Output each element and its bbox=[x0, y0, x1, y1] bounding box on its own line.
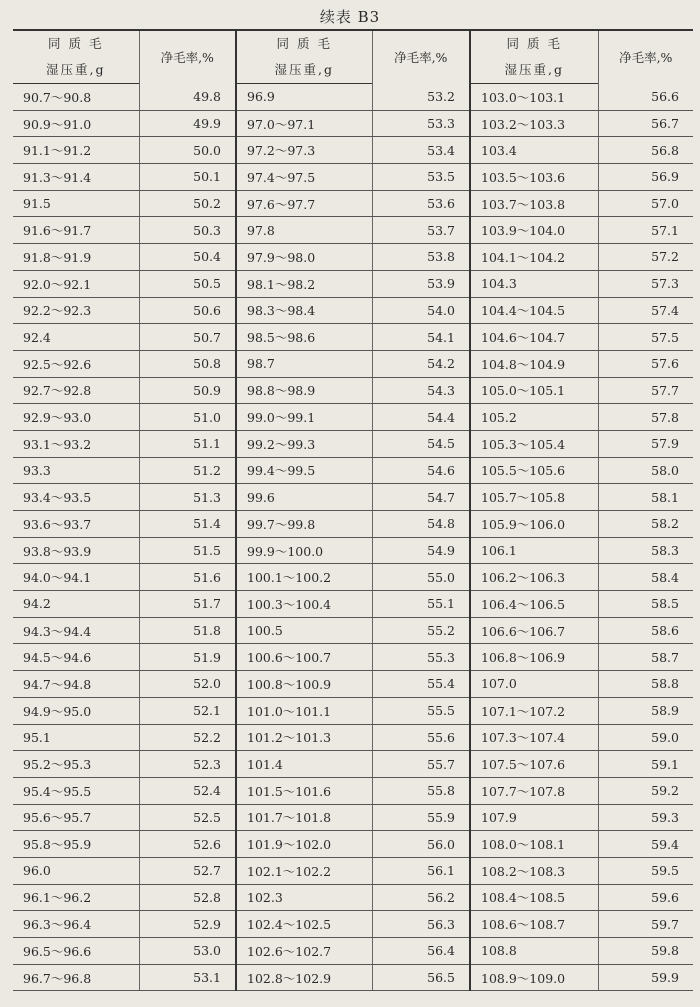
weight-cell: 97.4～97.5 bbox=[236, 164, 372, 191]
yield-cell: 55.3 bbox=[372, 644, 470, 671]
weight-cell: 93.4～93.5 bbox=[13, 484, 139, 511]
yield-cell: 57.8 bbox=[598, 404, 693, 431]
yield-cell: 54.8 bbox=[372, 511, 470, 538]
yield-cell: 53.3 bbox=[372, 110, 470, 137]
weight-cell: 102.3 bbox=[236, 884, 372, 911]
weight-cell: 96.9 bbox=[236, 84, 372, 111]
yield-cell: 52.2 bbox=[139, 724, 236, 751]
table-row bbox=[13, 217, 693, 244]
table-row bbox=[13, 190, 693, 217]
yield-cell: 55.5 bbox=[372, 697, 470, 724]
yield-cell: 51.4 bbox=[139, 511, 236, 538]
yield-cell: 56.5 bbox=[372, 964, 470, 991]
weight-cell: 93.1～93.2 bbox=[13, 430, 139, 457]
weight-cell: 92.2～92.3 bbox=[13, 297, 139, 324]
weight-cell: 100.6～100.7 bbox=[236, 644, 372, 671]
yield-cell: 55.2 bbox=[372, 617, 470, 644]
yield-cell: 53.6 bbox=[372, 190, 470, 217]
yield-cell: 58.4 bbox=[598, 564, 693, 591]
weight-cell: 92.0～92.1 bbox=[13, 270, 139, 297]
yield-cell: 52.1 bbox=[139, 697, 236, 724]
yield-cell: 59.4 bbox=[598, 831, 693, 858]
table-row bbox=[13, 430, 693, 457]
yield-cell: 56.7 bbox=[598, 110, 693, 137]
weight-cell: 106.8～106.9 bbox=[470, 644, 598, 671]
weight-cell: 100.1～100.2 bbox=[236, 564, 372, 591]
header-row-top bbox=[13, 30, 693, 55]
table-row bbox=[13, 938, 693, 965]
yield-cell: 57.5 bbox=[598, 324, 693, 351]
weight-cell: 97.2～97.3 bbox=[236, 137, 372, 164]
weight-cell: 96.7～96.8 bbox=[13, 964, 139, 991]
yield-cell: 53.9 bbox=[372, 270, 470, 297]
weight-cell: 103.0～103.1 bbox=[470, 84, 598, 111]
table-row bbox=[13, 137, 693, 164]
yield-cell: 55.8 bbox=[372, 777, 470, 804]
table-row bbox=[13, 911, 693, 938]
weight-cell: 98.1～98.2 bbox=[236, 270, 372, 297]
weight-cell: 102.8～102.9 bbox=[236, 964, 372, 991]
header-row-bottom bbox=[13, 55, 693, 84]
table-row bbox=[13, 591, 693, 618]
yield-cell: 58.3 bbox=[598, 537, 693, 564]
yield-cell: 53.8 bbox=[372, 244, 470, 271]
weight-cell: 91.3～91.4 bbox=[13, 164, 139, 191]
table-row bbox=[13, 457, 693, 484]
weight-cell: 94.2 bbox=[13, 591, 139, 618]
weight-cell: 99.4～99.5 bbox=[236, 457, 372, 484]
yield-cell: 51.6 bbox=[139, 564, 236, 591]
table-row bbox=[13, 777, 693, 804]
yield-cell: 59.7 bbox=[598, 911, 693, 938]
weight-cell: 104.3 bbox=[470, 270, 598, 297]
header-key-top: 同 质 毛 bbox=[470, 30, 598, 55]
table-row bbox=[13, 617, 693, 644]
header-key-bottom: 湿压重,g bbox=[470, 55, 598, 84]
yield-cell: 53.1 bbox=[139, 964, 236, 991]
weight-cell: 107.9 bbox=[470, 804, 598, 831]
yield-cell: 50.9 bbox=[139, 377, 236, 404]
yield-cell: 55.1 bbox=[372, 591, 470, 618]
yield-cell: 50.3 bbox=[139, 217, 236, 244]
yield-cell: 56.3 bbox=[372, 911, 470, 938]
yield-cell: 55.6 bbox=[372, 724, 470, 751]
yield-cell: 54.9 bbox=[372, 537, 470, 564]
yield-cell: 58.1 bbox=[598, 484, 693, 511]
yield-cell: 50.5 bbox=[139, 270, 236, 297]
weight-cell: 105.9～106.0 bbox=[470, 511, 598, 538]
table-row bbox=[13, 751, 693, 778]
weight-cell: 95.2～95.3 bbox=[13, 751, 139, 778]
yield-cell: 53.2 bbox=[372, 84, 470, 111]
yield-cell: 52.4 bbox=[139, 777, 236, 804]
yield-cell: 52.9 bbox=[139, 911, 236, 938]
yield-cell: 49.9 bbox=[139, 110, 236, 137]
yield-cell: 58.9 bbox=[598, 697, 693, 724]
weight-cell: 98.8～98.9 bbox=[236, 377, 372, 404]
weight-cell: 101.9～102.0 bbox=[236, 831, 372, 858]
weight-cell: 94.9～95.0 bbox=[13, 697, 139, 724]
weight-cell: 107.5～107.6 bbox=[470, 751, 598, 778]
yield-cell: 57.4 bbox=[598, 297, 693, 324]
table-row bbox=[13, 484, 693, 511]
weight-cell: 103.4 bbox=[470, 137, 598, 164]
yield-cell: 56.0 bbox=[372, 831, 470, 858]
weight-cell: 99.0～99.1 bbox=[236, 404, 372, 431]
weight-cell: 97.6～97.7 bbox=[236, 190, 372, 217]
yield-cell: 54.5 bbox=[372, 430, 470, 457]
yield-cell: 50.8 bbox=[139, 350, 236, 377]
yield-cell: 59.0 bbox=[598, 724, 693, 751]
weight-cell: 105.0～105.1 bbox=[470, 377, 598, 404]
weight-cell: 108.2～108.3 bbox=[470, 857, 598, 884]
yield-cell: 51.0 bbox=[139, 404, 236, 431]
weight-cell: 94.0～94.1 bbox=[13, 564, 139, 591]
weight-cell: 99.6 bbox=[236, 484, 372, 511]
yield-cell: 59.2 bbox=[598, 777, 693, 804]
yield-cell: 54.0 bbox=[372, 297, 470, 324]
weight-cell: 92.9～93.0 bbox=[13, 404, 139, 431]
yield-cell: 57.2 bbox=[598, 244, 693, 271]
table-row bbox=[13, 350, 693, 377]
table-row bbox=[13, 404, 693, 431]
yield-cell: 49.8 bbox=[139, 84, 236, 111]
yield-cell: 56.4 bbox=[372, 938, 470, 965]
table-row bbox=[13, 297, 693, 324]
table-row bbox=[13, 244, 693, 271]
weight-cell: 105.2 bbox=[470, 404, 598, 431]
weight-cell: 106.4～106.5 bbox=[470, 591, 598, 618]
weight-cell: 98.7 bbox=[236, 350, 372, 377]
yield-cell: 53.7 bbox=[372, 217, 470, 244]
weight-cell: 106.2～106.3 bbox=[470, 564, 598, 591]
header-key-bottom: 湿压重,g bbox=[13, 55, 139, 84]
yield-cell: 57.1 bbox=[598, 217, 693, 244]
weight-cell: 103.9～104.0 bbox=[470, 217, 598, 244]
table-row bbox=[13, 804, 693, 831]
yield-cell: 55.0 bbox=[372, 564, 470, 591]
table-row bbox=[13, 270, 693, 297]
table-row bbox=[13, 564, 693, 591]
weight-cell: 100.8～100.9 bbox=[236, 671, 372, 698]
table-row bbox=[13, 724, 693, 751]
weight-cell: 104.8～104.9 bbox=[470, 350, 598, 377]
yield-cell: 51.2 bbox=[139, 457, 236, 484]
weight-cell: 101.5～101.6 bbox=[236, 777, 372, 804]
table-row bbox=[13, 671, 693, 698]
yield-cell: 59.6 bbox=[598, 884, 693, 911]
table-row bbox=[13, 84, 693, 111]
weight-cell: 94.7～94.8 bbox=[13, 671, 139, 698]
yield-cell: 51.8 bbox=[139, 617, 236, 644]
yield-cell: 50.6 bbox=[139, 297, 236, 324]
weight-cell: 105.7～105.8 bbox=[470, 484, 598, 511]
header-value: 净毛率,% bbox=[598, 30, 693, 84]
weight-cell: 100.5 bbox=[236, 617, 372, 644]
weight-cell: 92.7～92.8 bbox=[13, 377, 139, 404]
yield-cell: 55.9 bbox=[372, 804, 470, 831]
yield-cell: 50.7 bbox=[139, 324, 236, 351]
yield-cell: 52.0 bbox=[139, 671, 236, 698]
yield-cell: 52.6 bbox=[139, 831, 236, 858]
weight-cell: 107.3～107.4 bbox=[470, 724, 598, 751]
weight-cell: 105.3～105.4 bbox=[470, 430, 598, 457]
table-row bbox=[13, 964, 693, 991]
weight-cell: 104.4～104.5 bbox=[470, 297, 598, 324]
header-key-top: 同 质 毛 bbox=[236, 30, 372, 55]
header-key-top: 同 质 毛 bbox=[13, 30, 139, 55]
weight-cell: 108.6～108.7 bbox=[470, 911, 598, 938]
weight-cell: 102.4～102.5 bbox=[236, 911, 372, 938]
weight-cell: 107.1～107.2 bbox=[470, 697, 598, 724]
yield-cell: 56.9 bbox=[598, 164, 693, 191]
yield-cell: 56.2 bbox=[372, 884, 470, 911]
yield-cell: 59.3 bbox=[598, 804, 693, 831]
page-title: 续表 B3 bbox=[319, 8, 381, 26]
yield-cell: 58.2 bbox=[598, 511, 693, 538]
weight-cell: 104.6～104.7 bbox=[470, 324, 598, 351]
yield-cell: 56.8 bbox=[598, 137, 693, 164]
yield-cell: 58.7 bbox=[598, 644, 693, 671]
yield-cell: 57.9 bbox=[598, 430, 693, 457]
yield-cell: 59.9 bbox=[598, 964, 693, 991]
weight-cell: 91.6～91.7 bbox=[13, 217, 139, 244]
yield-cell: 54.3 bbox=[372, 377, 470, 404]
weight-cell: 103.2～103.3 bbox=[470, 110, 598, 137]
weight-cell: 93.6～93.7 bbox=[13, 511, 139, 538]
header-value: 净毛率,% bbox=[372, 30, 470, 84]
weight-cell: 107.7～107.8 bbox=[470, 777, 598, 804]
yield-cell: 50.1 bbox=[139, 164, 236, 191]
yield-cell: 51.7 bbox=[139, 591, 236, 618]
weight-cell: 101.7～101.8 bbox=[236, 804, 372, 831]
table-row bbox=[13, 644, 693, 671]
yield-cell: 57.3 bbox=[598, 270, 693, 297]
header-key-bottom: 湿压重,g bbox=[236, 55, 372, 84]
weight-cell: 101.0～101.1 bbox=[236, 697, 372, 724]
data-table bbox=[13, 29, 693, 991]
weight-cell: 98.5～98.6 bbox=[236, 324, 372, 351]
yield-cell: 55.4 bbox=[372, 671, 470, 698]
yield-cell: 57.6 bbox=[598, 350, 693, 377]
weight-cell: 106.1 bbox=[470, 537, 598, 564]
yield-cell: 56.6 bbox=[598, 84, 693, 111]
yield-cell: 56.1 bbox=[372, 857, 470, 884]
table-row bbox=[13, 324, 693, 351]
yield-cell: 58.8 bbox=[598, 671, 693, 698]
weight-cell: 94.3～94.4 bbox=[13, 617, 139, 644]
weight-cell: 97.8 bbox=[236, 217, 372, 244]
weight-cell: 101.2～101.3 bbox=[236, 724, 372, 751]
weight-cell: 108.0～108.1 bbox=[470, 831, 598, 858]
weight-cell: 108.9～109.0 bbox=[470, 964, 598, 991]
weight-cell: 104.1～104.2 bbox=[470, 244, 598, 271]
table-row bbox=[13, 697, 693, 724]
table-row bbox=[13, 377, 693, 404]
yield-cell: 59.8 bbox=[598, 938, 693, 965]
weight-cell: 97.0～97.1 bbox=[236, 110, 372, 137]
table-row bbox=[13, 831, 693, 858]
weight-cell: 96.5～96.6 bbox=[13, 938, 139, 965]
weight-cell: 93.3 bbox=[13, 457, 139, 484]
weight-cell: 94.5～94.6 bbox=[13, 644, 139, 671]
yield-cell: 53.5 bbox=[372, 164, 470, 191]
weight-cell: 96.1～96.2 bbox=[13, 884, 139, 911]
weight-cell: 105.5～105.6 bbox=[470, 457, 598, 484]
weight-cell: 106.6～106.7 bbox=[470, 617, 598, 644]
yield-cell: 53.4 bbox=[372, 137, 470, 164]
yield-cell: 52.7 bbox=[139, 857, 236, 884]
yield-cell: 54.7 bbox=[372, 484, 470, 511]
weight-cell: 90.9～91.0 bbox=[13, 110, 139, 137]
weight-cell: 92.4 bbox=[13, 324, 139, 351]
weight-cell: 90.7～90.8 bbox=[13, 84, 139, 111]
yield-cell: 53.0 bbox=[139, 938, 236, 965]
weight-cell: 108.8 bbox=[470, 938, 598, 965]
yield-cell: 54.1 bbox=[372, 324, 470, 351]
yield-cell: 50.4 bbox=[139, 244, 236, 271]
yield-cell: 51.9 bbox=[139, 644, 236, 671]
yield-cell: 58.6 bbox=[598, 617, 693, 644]
weight-cell: 108.4～108.5 bbox=[470, 884, 598, 911]
weight-cell: 91.8～91.9 bbox=[13, 244, 139, 271]
weight-cell: 96.0 bbox=[13, 857, 139, 884]
weight-cell: 91.5 bbox=[13, 190, 139, 217]
table-body bbox=[13, 84, 693, 991]
yield-cell: 51.1 bbox=[139, 430, 236, 457]
weight-cell: 102.6～102.7 bbox=[236, 938, 372, 965]
yield-cell: 58.5 bbox=[598, 591, 693, 618]
yield-cell: 59.1 bbox=[598, 751, 693, 778]
table-row bbox=[13, 164, 693, 191]
weight-cell: 91.1～91.2 bbox=[13, 137, 139, 164]
weight-cell: 99.9～100.0 bbox=[236, 537, 372, 564]
weight-cell: 96.3～96.4 bbox=[13, 911, 139, 938]
weight-cell: 99.7～99.8 bbox=[236, 511, 372, 538]
weight-cell: 99.2～99.3 bbox=[236, 430, 372, 457]
weight-cell: 95.8～95.9 bbox=[13, 831, 139, 858]
yield-cell: 54.2 bbox=[372, 350, 470, 377]
yield-cell: 50.2 bbox=[139, 190, 236, 217]
yield-cell: 54.4 bbox=[372, 404, 470, 431]
weight-cell: 95.1 bbox=[13, 724, 139, 751]
table-row bbox=[13, 884, 693, 911]
table-row bbox=[13, 511, 693, 538]
yield-cell: 55.7 bbox=[372, 751, 470, 778]
weight-cell: 97.9～98.0 bbox=[236, 244, 372, 271]
weight-cell: 103.7～103.8 bbox=[470, 190, 598, 217]
yield-cell: 51.3 bbox=[139, 484, 236, 511]
yield-cell: 51.5 bbox=[139, 537, 236, 564]
yield-cell: 59.5 bbox=[598, 857, 693, 884]
table-row bbox=[13, 537, 693, 564]
weight-cell: 100.3～100.4 bbox=[236, 591, 372, 618]
table-row bbox=[13, 110, 693, 137]
yield-cell: 57.7 bbox=[598, 377, 693, 404]
weight-cell: 107.0 bbox=[470, 671, 598, 698]
yield-cell: 54.6 bbox=[372, 457, 470, 484]
weight-cell: 95.6～95.7 bbox=[13, 804, 139, 831]
weight-cell: 92.5～92.6 bbox=[13, 350, 139, 377]
yield-cell: 58.0 bbox=[598, 457, 693, 484]
table-row bbox=[13, 857, 693, 884]
yield-cell: 57.0 bbox=[598, 190, 693, 217]
weight-cell: 102.1～102.2 bbox=[236, 857, 372, 884]
weight-cell: 93.8～93.9 bbox=[13, 537, 139, 564]
weight-cell: 95.4～95.5 bbox=[13, 777, 139, 804]
weight-cell: 103.5～103.6 bbox=[470, 164, 598, 191]
yield-cell: 52.5 bbox=[139, 804, 236, 831]
weight-cell: 98.3～98.4 bbox=[236, 297, 372, 324]
yield-cell: 52.8 bbox=[139, 884, 236, 911]
yield-cell: 50.0 bbox=[139, 137, 236, 164]
header-value: 净毛率,% bbox=[139, 30, 236, 84]
yield-cell: 52.3 bbox=[139, 751, 236, 778]
weight-cell: 101.4 bbox=[236, 751, 372, 778]
